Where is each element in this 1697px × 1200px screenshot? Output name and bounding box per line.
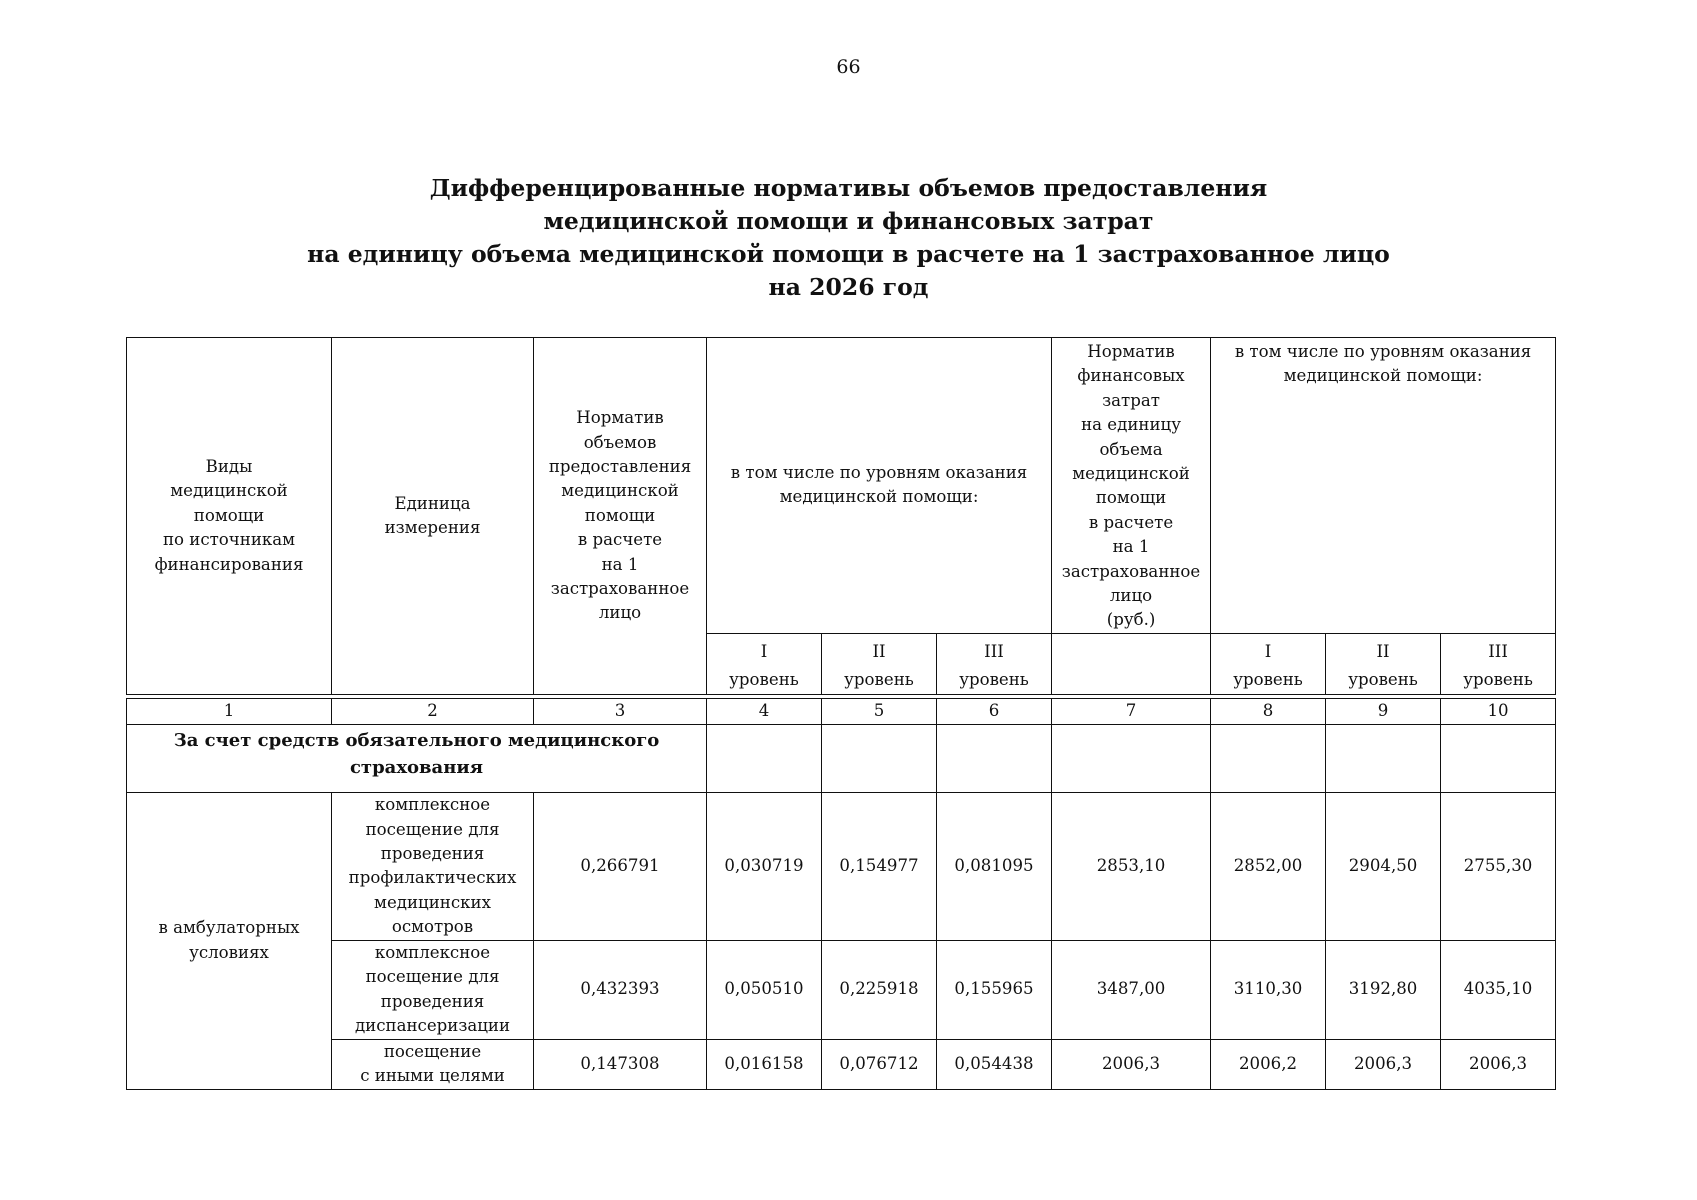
column-number: 4 (707, 698, 822, 724)
empty-cell (1052, 724, 1211, 792)
value-cell: 0,054438 (937, 1039, 1052, 1089)
empty-cell (1211, 724, 1326, 792)
header-level-cell: I уровень (707, 633, 822, 694)
title-line: на единицу объема медицинской помощи в расчете на 1 застрахованное лицо (307, 240, 1390, 268)
empty-cell (937, 724, 1052, 792)
norms-table (126, 337, 1556, 1090)
value-cell: 2006,3 (1326, 1039, 1441, 1089)
table-row (127, 940, 1556, 1039)
header-level-cell: II уровень (1326, 633, 1441, 694)
column-number: 5 (822, 698, 937, 724)
column-number: 10 (1441, 698, 1556, 724)
column-number: 3 (534, 698, 707, 724)
unit-cell: комплексное посещение для проведения диспансеризации (332, 940, 534, 1039)
header-level-cell: III уровень (937, 633, 1052, 694)
column-numbers-row (127, 698, 1556, 724)
value-cell: 0,432393 (534, 940, 707, 1039)
header-level-cell: I уровень (1211, 633, 1326, 694)
title-line: на 2026 год (768, 273, 929, 301)
section-row (127, 724, 1556, 792)
header-volume-norm: Норматив объемов предоставления медицинской помощи в расчете на 1 застрахованное лицо (534, 338, 707, 695)
header-empty-cell (1052, 633, 1211, 694)
value-cell: 2853,10 (1052, 792, 1211, 940)
unit-cell: посещение с иными целями (332, 1039, 534, 1089)
header-level-cell: III уровень (1441, 633, 1556, 694)
header-kinds-of-care: Виды медицинской помощи по источникам финансирования (127, 338, 332, 695)
unit-cell: комплексное посещение для проведения профилактических медицинских осмотров (332, 792, 534, 940)
column-number: 2 (332, 698, 534, 724)
value-cell: 2852,00 (1211, 792, 1326, 940)
page-number: 66 (836, 56, 861, 78)
header-volume-levels-group: в том числе по уровням оказания медицинской помощи: (707, 338, 1052, 634)
value-cell: 0,030719 (707, 792, 822, 940)
section-title: За счет средств обязательного медицинского страхования (127, 724, 707, 792)
title-line: медицинской помощи и финансовых затрат (543, 207, 1154, 235)
empty-cell (1441, 724, 1556, 792)
empty-cell (707, 724, 822, 792)
column-number: 1 (127, 698, 332, 724)
empty-cell (1326, 724, 1441, 792)
header-row (127, 338, 1556, 634)
value-cell: 4035,10 (1441, 940, 1556, 1039)
column-number: 8 (1211, 698, 1326, 724)
column-number: 6 (937, 698, 1052, 724)
value-cell: 3487,00 (1052, 940, 1211, 1039)
value-cell: 0,076712 (822, 1039, 937, 1089)
header-unit: Единица измерения (332, 338, 534, 695)
value-cell: 2006,2 (1211, 1039, 1326, 1089)
title-line: Дифференцированные нормативы объемов предоставления (429, 174, 1268, 202)
header-cost-norm: Норматив финансовых затрат на единицу объема медицинской помощи в расчете на 1 застрахованное лицо (руб.) (1052, 338, 1211, 634)
value-cell: 2006,3 (1441, 1039, 1556, 1089)
value-cell: 0,147308 (534, 1039, 707, 1089)
empty-cell (822, 724, 937, 792)
value-cell: 0,050510 (707, 940, 822, 1039)
value-cell: 0,225918 (822, 940, 937, 1039)
value-cell: 0,154977 (822, 792, 937, 940)
table-row (127, 1039, 1556, 1089)
value-cell: 3192,80 (1326, 940, 1441, 1039)
ambulatory-label: в амбулаторных условиях (127, 792, 332, 1089)
value-cell: 2006,3 (1052, 1039, 1211, 1089)
document-title (200, 172, 1497, 304)
header-cost-levels-group: в том числе по уровням оказания медицинской помощи: (1211, 338, 1556, 634)
value-cell: 0,266791 (534, 792, 707, 940)
value-cell: 3110,30 (1211, 940, 1326, 1039)
value-cell: 0,155965 (937, 940, 1052, 1039)
table-row (127, 792, 1556, 940)
header-level-cell: II уровень (822, 633, 937, 694)
column-number: 7 (1052, 698, 1211, 724)
value-cell: 0,081095 (937, 792, 1052, 940)
column-number: 9 (1326, 698, 1441, 724)
value-cell: 2904,50 (1326, 792, 1441, 940)
value-cell: 2755,30 (1441, 792, 1556, 940)
value-cell: 0,016158 (707, 1039, 822, 1089)
